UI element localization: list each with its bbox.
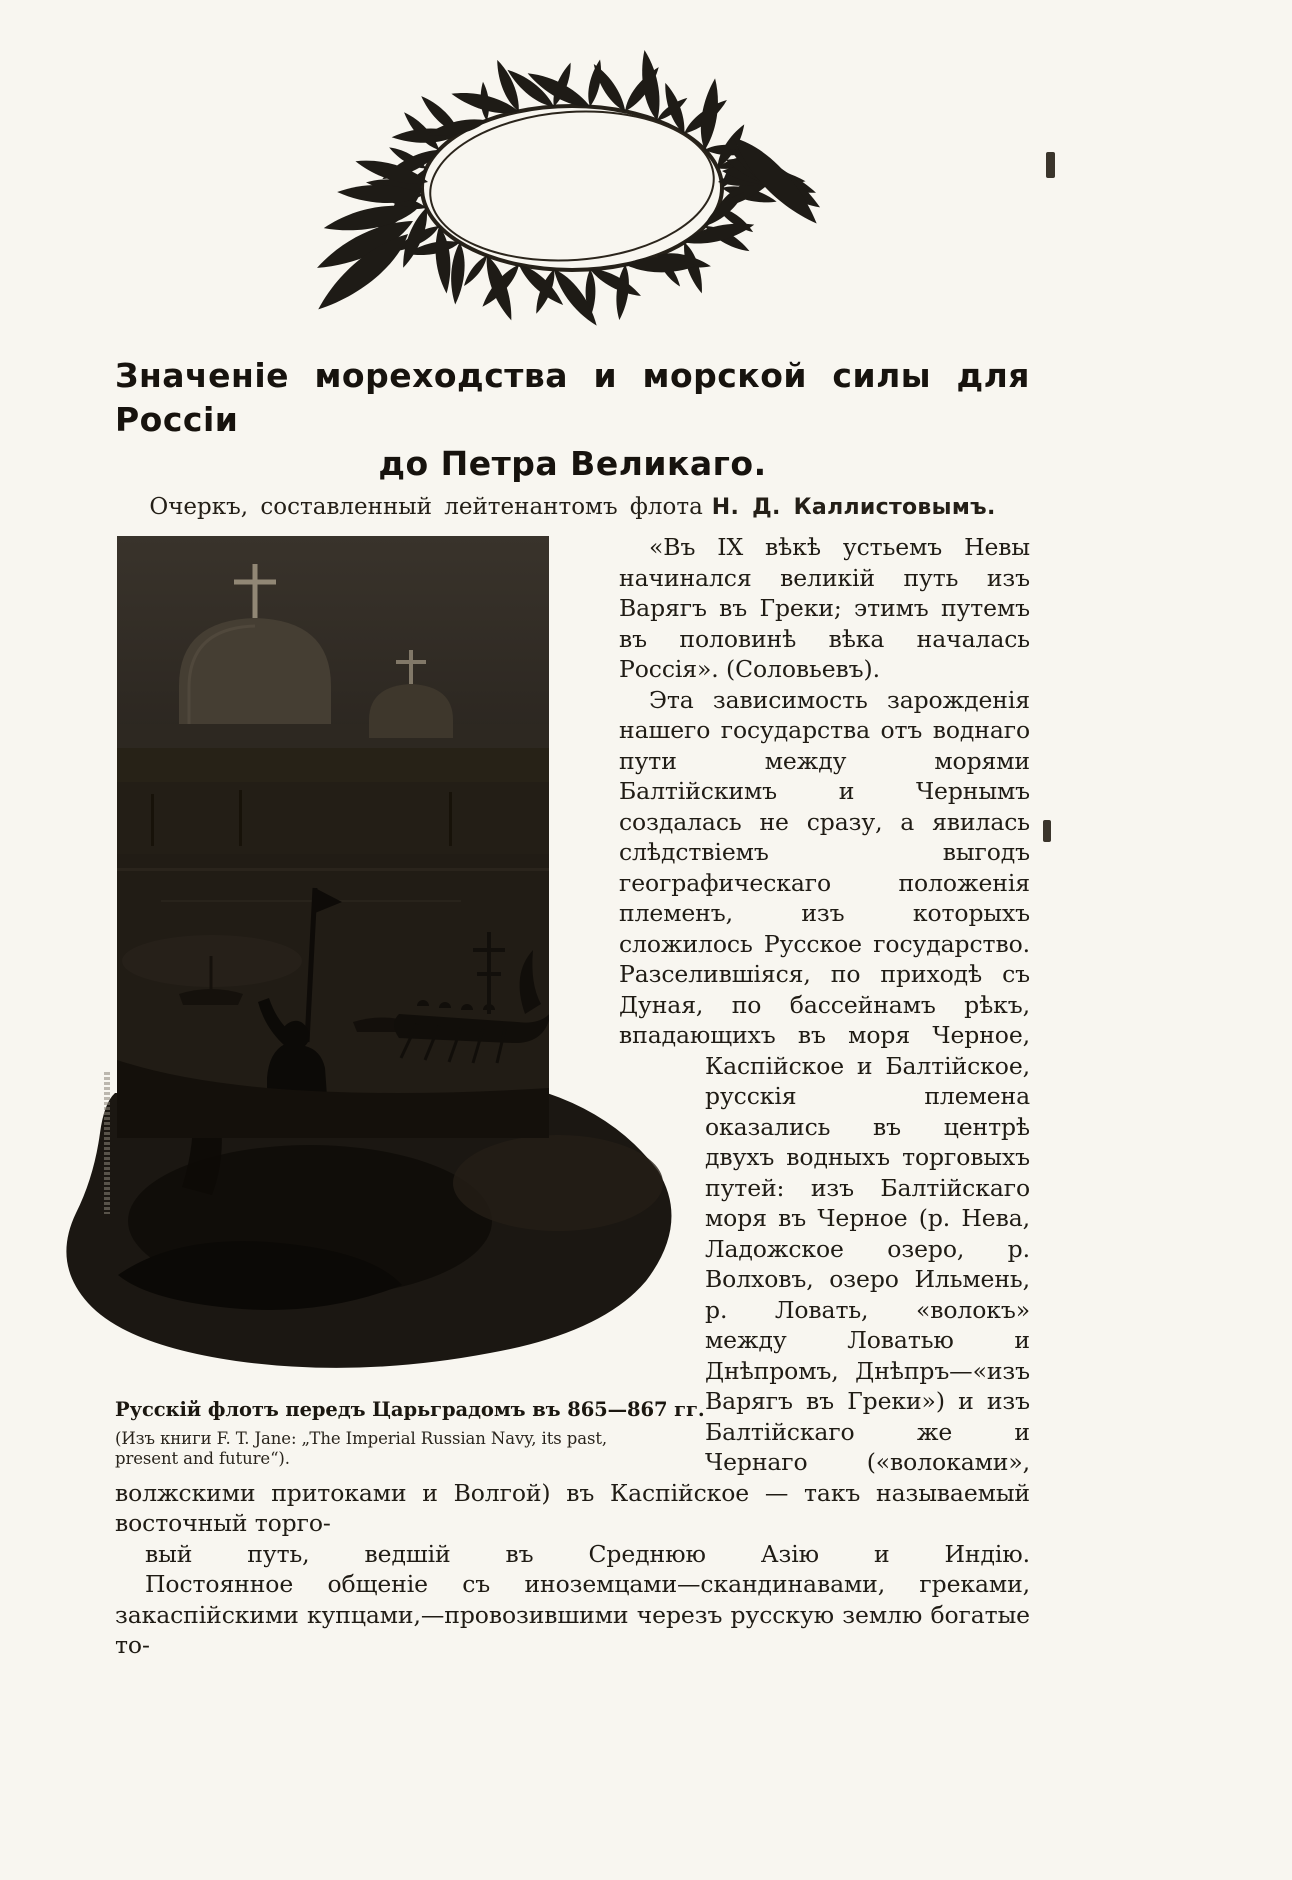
byline-author-name: Н. Д. Каллистовымъ. [711,495,996,520]
page-content [115,30,1030,1661]
fleet-illustration-image [117,536,549,1138]
laurel-wreath-icon [252,30,892,342]
byline-text: Очеркъ, составленный лейтенантомъ флота [149,494,703,520]
article-body [115,532,1030,1661]
article-title [115,354,1030,486]
paragraph-continuation: вый путь, ведшій въ Среднюю Азію и Индію. [145,1539,1030,1568]
figure-caption [115,1395,705,1469]
fleet-illustration [117,536,549,1138]
byline [115,494,1030,520]
paragraph-closing: Постоянное общеніе съ иноземцами—скандинавами, греками, закаспійскими купцами,—провозившими черезъ русскую землю богатые то- [115,1570,1030,1659]
article-title-line2: до Петра Великаго. [378,444,767,483]
figure-caption-source-line2: present and future“). [115,1448,290,1468]
figure-caption-source [115,1429,655,1469]
figure-caption-title: Русскій флотъ передъ Царьградомъ въ 865—867 гг. [115,1398,705,1421]
illegible-margin-text [104,1072,110,1214]
article-title-line1: Значеніе мореходства и морской силы для Россіи [115,356,1030,439]
scan-speck [1043,820,1051,842]
dome-large [179,618,331,724]
paragraph-main: Эта зависимость зарожденія нашего государства отъ воднаго пути между морями Балтійскимъ и Чернымъ создалась не сразу, а явилась слѣдствіемъ выгодъ географическаго положенія племенъ, изъ которыхъ сложилось Русское государство. Разселившіяся, по приходѣ съ Дуная, по бассейнамъ рѣкъ, впадающихъ въ моря Черное, Каспійское и Балтійское, русскія племена оказались въ центрѣ двухъ водныхъ торговыхъ путей: изъ Балтійскаго моря въ Черное (р. Нева, Ладожское озеро, р. Волховъ, озеро Ильмень, р. Ловать, «волокъ» между Ловатью и Днѣпромъ, Днѣпръ—«изъ Варягъ въ Греки») и изъ Балтійскаго же и Чернаго («волоками», волжскими притоками и Волгой) въ Каспійское — такъ называемый восточный торго- [115,685,1030,1537]
figure-caption-source-line1: (Изъ книги F. T. Jane: „The Imperial Russian Navy, its past, [115,1428,608,1448]
paragraph-epigraph: «Въ IX вѣкѣ устьемъ Невы начинался великій путь изъ Варягъ въ Греки; этимъ путемъ въ половинѣ вѣка началась Россія». (Соловьевъ). [619,533,1030,683]
figure-plate [115,536,705,1469]
scan-speck [1046,152,1055,178]
laurel-wreath-engraving [252,30,892,342]
illustration-vignette [58,1093,695,1393]
